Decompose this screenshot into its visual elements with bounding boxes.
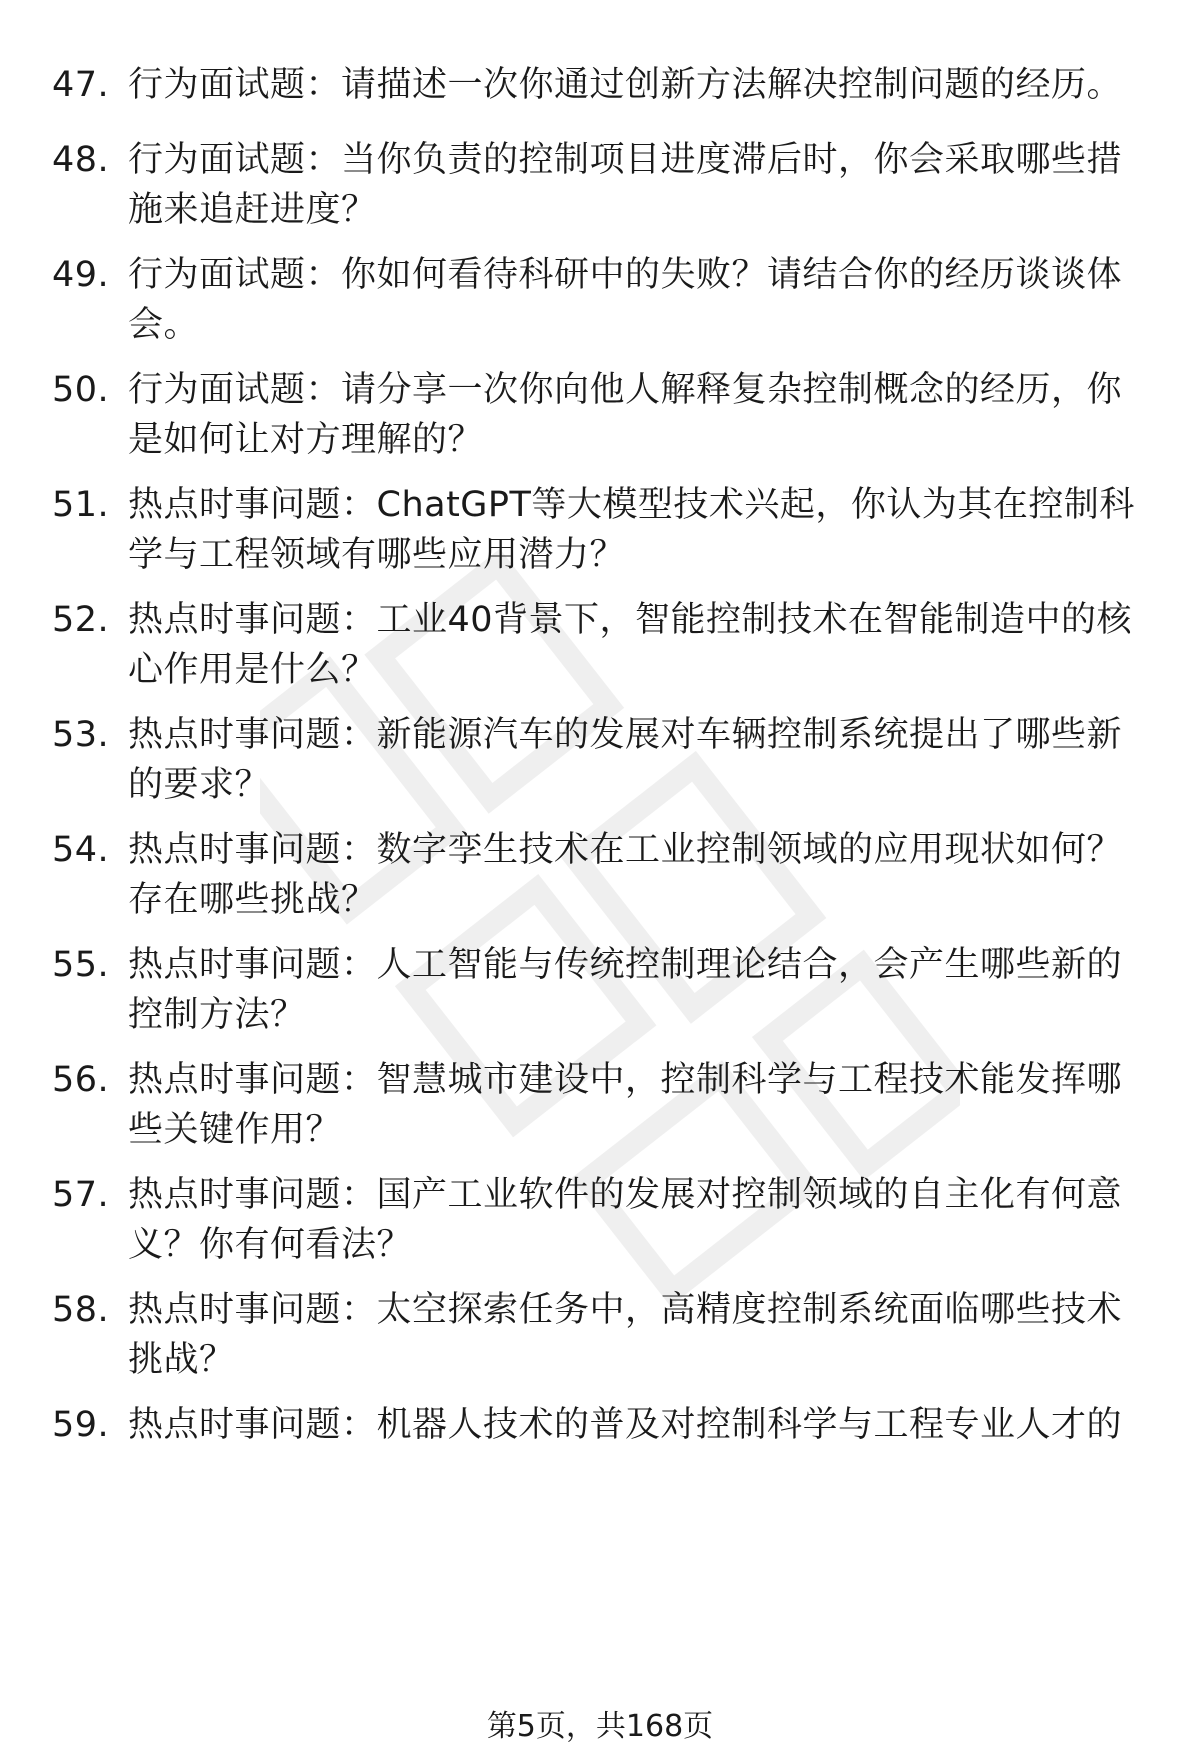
item-text-line: 学与工程领域有哪些应用潜力？ bbox=[128, 535, 626, 575]
item-text-line: 行为面试题：你如何看待科研中的失败？请结合你的经历谈谈体 bbox=[128, 255, 1123, 295]
item-number: 49. bbox=[52, 255, 110, 295]
item-text-line: 存在哪些挑战？ bbox=[128, 880, 377, 920]
item-text bbox=[128, 1170, 1148, 1270]
item-text bbox=[128, 595, 1148, 695]
item-text bbox=[128, 1400, 1148, 1450]
item-text-line: 热点时事问题：数字孪生技术在工业控制领域的应用现状如何？ bbox=[128, 830, 1123, 870]
item-text-line: 热点时事问题：机器人技术的普及对控制科学与工程专业人才的 bbox=[128, 1405, 1123, 1445]
item-text-line: 心作用是什么？ bbox=[128, 650, 377, 690]
item-text-line: 控制方法？ bbox=[128, 995, 306, 1035]
item-text-line: 的要求？ bbox=[128, 765, 271, 805]
item-number: 47. bbox=[52, 65, 110, 105]
item-number: 59. bbox=[52, 1405, 110, 1445]
item-text-line: 热点时事问题：工业40背景下，智能控制技术在智能制造中的核 bbox=[128, 600, 1133, 640]
item-number: 48. bbox=[52, 140, 110, 180]
item-text-line: 热点时事问题：ChatGPT等大模型技术兴起，你认为其在控制科 bbox=[128, 485, 1135, 525]
item-number: 55. bbox=[52, 945, 110, 985]
item-number: 54. bbox=[52, 830, 110, 870]
item-text-line: 热点时事问题：太空探索任务中，高精度控制系统面临哪些技术 bbox=[128, 1290, 1123, 1330]
item-text bbox=[128, 60, 1148, 110]
item-text-line: 些关键作用？ bbox=[128, 1110, 342, 1150]
item-text-line: 热点时事问题：智慧城市建设中，控制科学与工程技术能发挥哪 bbox=[128, 1060, 1123, 1100]
page-footer: 第5页，共168页 bbox=[486, 1709, 714, 1744]
item-text-line: 热点时事问题：人工智能与传统控制理论结合，会产生哪些新的 bbox=[128, 945, 1123, 985]
item-number: 51. bbox=[52, 485, 110, 525]
item-text-line: 行为面试题：请分享一次你向他人解释复杂控制概念的经历，你 bbox=[128, 370, 1123, 410]
item-text-line: 热点时事问题：新能源汽车的发展对车辆控制系统提出了哪些新 bbox=[128, 715, 1123, 755]
item-text-line: 热点时事问题：国产工业软件的发展对控制领域的自主化有何意 bbox=[128, 1175, 1123, 1215]
item-text bbox=[128, 1055, 1148, 1155]
item-number: 57. bbox=[52, 1175, 110, 1215]
item-number: 56. bbox=[52, 1060, 110, 1100]
item-text bbox=[128, 940, 1148, 1040]
item-text-line: 行为面试题：当你负责的控制项目进度滞后时，你会采取哪些措 bbox=[128, 140, 1123, 180]
item-text-line: 义？你有何看法？ bbox=[128, 1225, 413, 1265]
item-text bbox=[128, 480, 1148, 580]
item-number: 58. bbox=[52, 1290, 110, 1330]
item-text bbox=[128, 250, 1148, 350]
item-text bbox=[128, 365, 1148, 465]
item-text-line: 施来追赶进度？ bbox=[128, 190, 377, 230]
item-text-line: 挑战？ bbox=[128, 1340, 235, 1380]
item-text bbox=[128, 825, 1148, 925]
item-text-line: 行为面试题：请描述一次你通过创新方法解决控制问题的经历。 bbox=[128, 65, 1123, 105]
item-text bbox=[128, 135, 1148, 235]
item-number: 53. bbox=[52, 715, 110, 755]
item-text bbox=[128, 1285, 1148, 1385]
item-number: 52. bbox=[52, 600, 110, 640]
item-text-line: 会。 bbox=[128, 305, 200, 345]
item-text-line: 是如何让对方理解的？ bbox=[128, 420, 484, 460]
item-text bbox=[128, 710, 1148, 810]
item-number: 50. bbox=[52, 370, 110, 410]
